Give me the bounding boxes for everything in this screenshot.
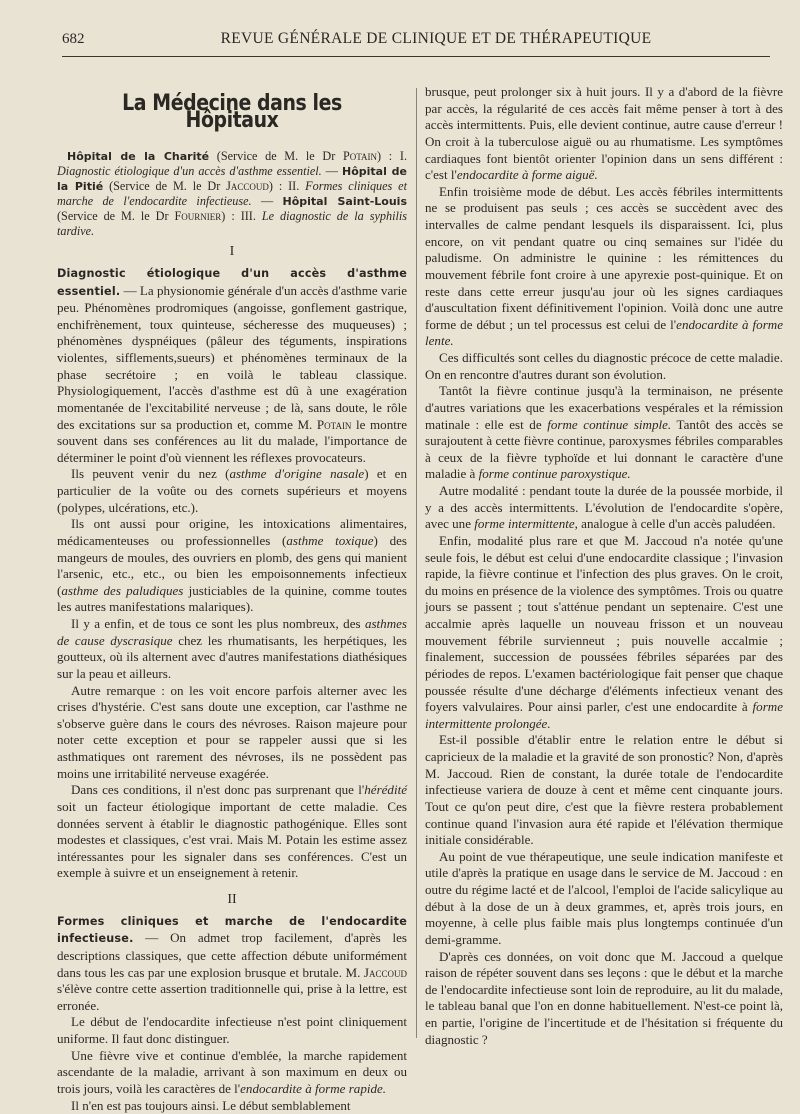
right-paragraph-2: Enfin troisième mode de début. Les accès fébriles intermittents ne se produisent pas seuls ; ces accès se succèdent avec des intervalles de calme pendant lesquels ils disparaissent. Ici, plus encore, on vit pendant quatre ou cinq semaines sur l'idée du paludisme. On administre le quinine : les rémittences du mouvement fébrile font croire à une apyrexie post-quinique. Et on reste dans cette erreur jusqu'au jour où les signes cardiaques d'auscultation fixent définitivement l'opinion. Voilà donc une autre forme de début ; un tel processus est celui de l'endocardite à forme lente.	[425, 184, 783, 350]
running-title: REVUE GÉNÉRALE DE CLINIQUE ET DE THÉRAPEUTIQUE	[102, 30, 770, 48]
section1-paragraph-3: Ils ont aussi pour origine, les intoxications alimentaires, médicamenteuses ou professionnelles (asthme toxique) des mangeurs de moules, des ouvriers en plomb, des gens qui manient l'arsenic, etc., etc., ou bien les empoisonnements infectieux (asthme des paludiques justiciables de la quinine, comme toutes les autres manifestations malariques).	[57, 516, 407, 616]
section1-heading: Diagnostic étiologique d'un accès d'asthme essentiel.	[57, 267, 407, 298]
right-paragraph-3: Ces difficultés sont celles du diagnostic précoce de cette maladie. On en rencontre d'autres durant son évolution.	[425, 350, 783, 383]
right-paragraph-7: Est-il possible d'établir entre le relation entre le début si capricieux de la maladie et la gravité de son pronostic? Non, d'après M. Jaccoud. Rien de constant, la durée totale de l'endocardite infectieuse variera de douze à cent et même cent cinquante jours. Tout ce qu'on peut dire, c'est que la fièvre restera probablement continue quand l'invasion aura été rapide et l'élévation thermique initiale considérable.	[425, 732, 783, 848]
left-column	[57, 84, 407, 1114]
article-title: La Médecine dans les Hôpitaux	[82, 96, 383, 129]
right-paragraph-1: brusque, peut prolonger six à huit jours. Il y a d'abord de la fièvre par accès, la régularité de ces accès fait même penser à tort à des accès intermittents. Puis, elle devient continue, autre cause d'erreur ! On croit à la tuberculose aiguë ou au rhumatisme. Les symptômes cardiaques font bientôt orienter l'opinion dans un sens différent : c'est l'endocardite à forme aiguë.	[425, 84, 783, 184]
section2-paragraph-4: Il n'en est pas toujours ainsi. Le début semblablement	[57, 1098, 407, 1114]
section2-paragraph-1: Formes cliniques et marche de l'endocardite infectieuse. — On admet trop facilement, d'après les descriptions classiques, que cette affection débute uniformément dans tous les cas par une explosion brusque et brutale. M. Jaccoud s'élève contre cette assertion traditionnelle qui, prise à la lettre, est erronée.	[57, 913, 407, 1015]
right-paragraph-4: Tantôt la fièvre continue jusqu'à la terminaison, ne présente d'autres variations que les exacerbations vespérales et la rémission matinale : elle est de forme continue simple. Tantôt des accès se surajoutent à cette fièvre continue, paroxysmes fébriles comparables à ceux de la fièvre typhoïde et lui donnant le caractère d'une maladie à forme continue paroxystique.	[425, 383, 783, 483]
article-summary: Hôpital de la Charité (Service de M. le Dr Potain) : I. Diagnostic étiologique d'un accès d'asthme essentiel. — Hôpital de la Pitié (Service de M. le Dr Jaccoud) : II. Formes cliniques et marche de l'endocardite infectieuse. — Hôpital Saint-Louis (Service de M. le Dr Fournier) : III. Le diagnostic de la syphilis tardive.	[57, 149, 407, 239]
right-paragraph-9: D'après ces données, on voit donc que M. Jaccoud a quelque raison de répéter souvent dans ses leçons : que le début et la marche de l'endocardite infectieuse sont loin de reproduire, au lit du malade, le tableau banal que l'on en donne habituellement. N'est-ce point là, en partie, l'origine de l'incertitude et de l'hésitation si fréquente du diagnostic ?	[425, 949, 783, 1049]
section1-paragraph-2: Ils peuvent venir du nez (asthme d'origine nasale) et en particulier de la voûte ou des cornets supérieurs et moyens (polypes, ulcérations, etc.).	[57, 466, 407, 516]
right-paragraph-8: Au point de vue thérapeutique, une seule indication manifeste et utile d'après la pratique en usage dans le service de M. Jaccoud : en outre du régime lacté et de l'alcool, l'emploi de l'acide salicylique au début à la dose de un à deux grammes, et, après trois jours, en moyenne, à celle plus faible mais plus longtemps continuée d'un demi-gramme.	[425, 849, 783, 949]
section1-paragraph-6: Dans ces conditions, il n'est donc pas surprenant que l'hérédité soit un facteur étiologique important de cette maladie. Ces données servent à établir le diagnostic pathogénique. Elles sont modestes et classiques, c'est vrai. Mais M. Potain les estime assez intéressantes pour les signaler dans ses conférences. C'est un exemple à suivre et un enseignement à retenir.	[57, 782, 407, 882]
section-numeral-1: I	[57, 244, 407, 261]
right-paragraph-6: Enfin, modalité plus rare et que M. Jaccoud n'a notée qu'une seule fois, le début est celui d'une endocardite classique ; l'invasion rapide, la fièvre continue et l'infection des plus graves. On le croit, du moins en présence de la violence des symptômes. Trois ou quatre jours se passent ; tout s'atténue pendant un septenaire. C'est une accalmie après laquelle un nouveau frisson et un nouveau mouvement fébrile survienneut ; puis nouvelle accalmie ; finalement, succession de poussées fébriles séparées par des périodes de repos. L'examen bactériologique fait penser que chaque poussée résulte d'une décharge d'éléments infectieux venant des foyers valvulaires. Pour ainsi parler, c'est une endocardite à forme intermittente prolongée.	[425, 533, 783, 733]
section2-paragraph-2: Le début de l'endocardite infectieuse n'est point cliniquement uniforme. Il faut donc distinguer.	[57, 1014, 407, 1047]
section-numeral-2: II	[57, 892, 407, 909]
section1-paragraph-5: Autre remarque : on les voit encore parfois alterner avec les crises d'hystérie. C'est sans doute une exception, car l'asthme ne s'observe guère dans le cours des névroses. Raison majeure pour noter cette exception et pour se rappeler aussi que si les asthmatiques ont rarement des névroses, ils ne possèdent pas moins une irritabilité nerveuse exagérée.	[57, 683, 407, 783]
section2-paragraph-3: Une fièvre vive et continue d'emblée, la marche rapidement ascendante de la maladie, arrivant à son maximum en deux ou trois jours, voilà les caractères de l'endocardite à forme rapide.	[57, 1048, 407, 1098]
right-paragraph-5: Autre modalité : pendant toute la durée de la poussée morbide, il y a des accès intermittents. L'évolution de l'endocardite s'opère, avec une forme intermittente, analogue à celle d'un accès paludéen.	[425, 483, 783, 533]
page-number: 682	[62, 31, 102, 48]
section1-paragraph-4: Il y a enfin, et de tous ce sont les plus nombreux, des asthmes de cause dyscrasique chez les rhumatisants, les herpétiques, les goutteux, où ils alternent avec d'autres manifestations diathésiques sur la peau et ailleurs.	[57, 616, 407, 683]
section1-paragraph-1: Diagnostic étiologique d'un accès d'asthme essentiel. — La physionomie générale d'un accès d'asthme varie peu. Phénomènes prodromiques (angoisse, gonflement gastrique, enchifrènement, toux quinteuse, sécheresse des muqueuses) ; phénomènes dyspnéiques (pâleur des téguments, inspirations violentes, sifflements,sueurs) et phénomènes terminaux de la phase secrétoire ; en voilà le tableau classique. Physiologiquement, l'accès d'asthme est dû à une exagération momentanée de l'excitabilité nerveuse ; de là, sans doute, le rôle des excitations sur sa production et, comme M. Potain le montre souvent dans ses conférences au lit du malade, l'importance de déterminer le point d'où viennent les réflexes provocateurs.	[57, 265, 407, 467]
right-column	[425, 84, 783, 1048]
header-rule	[62, 56, 770, 57]
page-header	[62, 30, 770, 56]
column-divider	[416, 88, 417, 1038]
section2-heading: Formes cliniques et marche de l'endocardite infectieuse.	[57, 915, 407, 946]
